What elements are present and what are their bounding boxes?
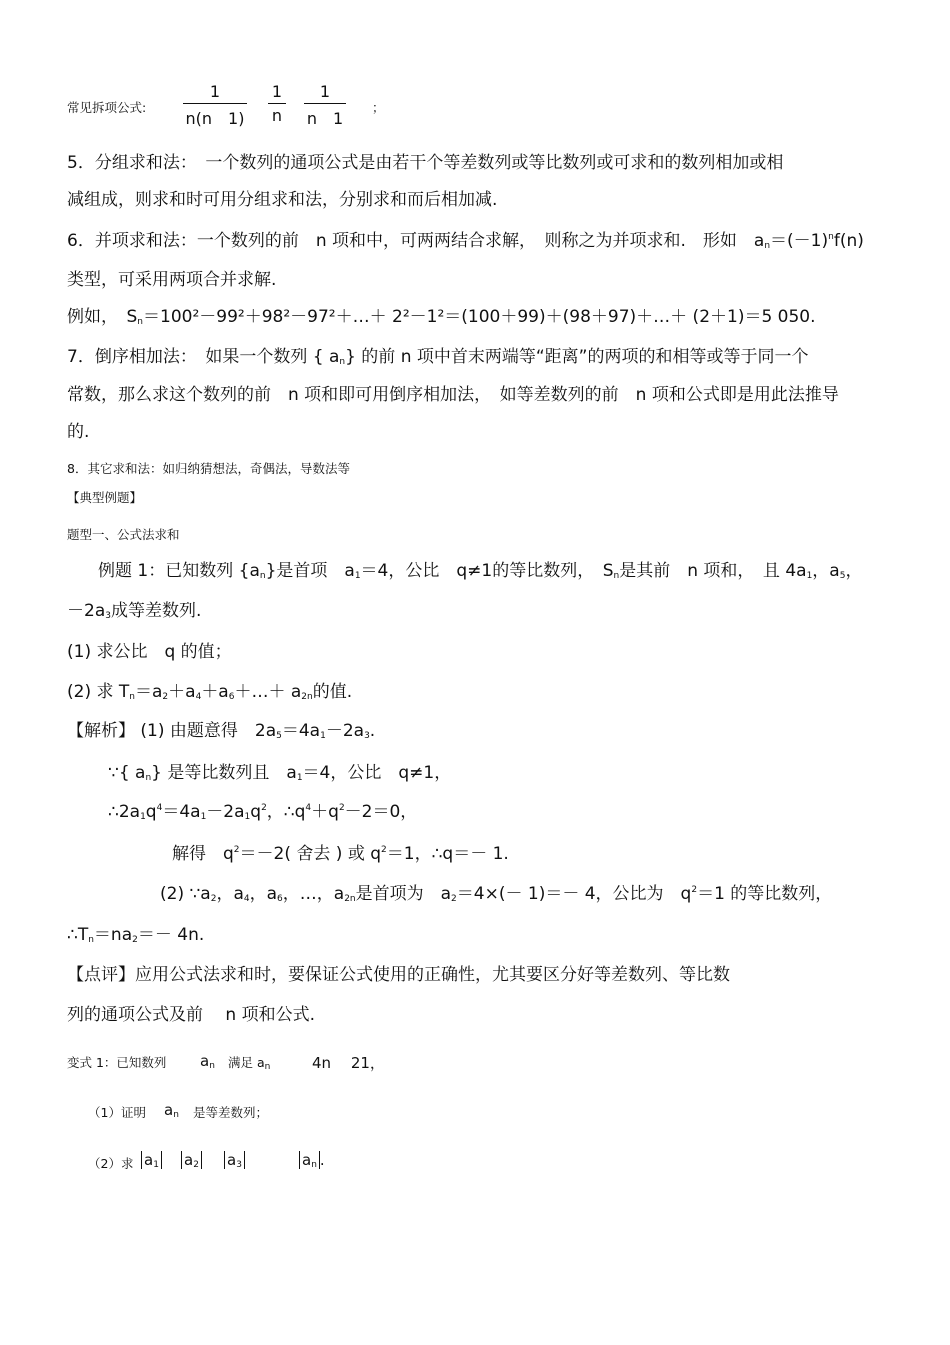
abs-a2: $a_2$: [181, 1151, 202, 1170]
example1-q2: (2) 求 $T_n=a_2+a_4+a_6+\dots+ a_{2n}$的值.: [67, 682, 353, 702]
variant-expr: 4n 21，: [312, 1054, 385, 1072]
sec6-line1: 6．并项求和法：一个数列的前 n 项和中，可两两结合求解， 则称之为并项求和. 形如 $a_n=(-1)^nf(n)$: [67, 231, 864, 251]
abs-a3: $a_3$: [224, 1151, 245, 1170]
comment-line2: 列的通项公式及前 n 项和公式.: [67, 1005, 315, 1025]
variant-title: 变式 1：已知数列: [67, 1055, 167, 1070]
fraction-2: 1 n: [268, 82, 286, 125]
solution-s4: 解得 $q^2=-2$( 舍去 ) 或 $q^2=1$，∴q＝－ 1.: [172, 844, 509, 864]
sec6-example: 例如， $S_n=100^2-99^2+98^2-97^2+\dots+$ 2²－1²＝(100＋99)＋(98＋97)＋…＋ (2＋1)＝5 050.: [67, 307, 816, 327]
sec7-line3: 的.: [67, 422, 90, 442]
sec5-line2: 减组成，则求和时可用分组求和法，分别求和而后相加减.: [67, 190, 498, 210]
sec7-line1: 7．倒序相加法： 如果一个数列 { $a_n$} 的前 n 项中首末两端等“距离”的两项的和相等或等于同一个: [67, 347, 809, 367]
variant-part2: （2）求: [88, 1156, 134, 1171]
solution-s1: 【解析】 (1) 由题意得 $2a_5=4a_1-2a_3$.: [67, 721, 376, 741]
solution-s3: $\therefore 2a_1q^4=4a_1-2a_1q^2$，$\therefore q^4+q^2-2=0$，: [108, 802, 418, 822]
example1-line1: 例题 1：已知数列 $\{a_n\}$是首项 $a_1=4$，公比 q≠1的等比数列， $S_n$是其前 n 项和， 且 $4a_1$，$a_5$，: [98, 561, 863, 581]
formula-label: 常见拆项公式:: [67, 100, 147, 115]
solution-s6: $\therefore T_n=na_2=- 4n$.: [67, 925, 205, 945]
type-one-title: 题型一、公式法求和: [67, 527, 180, 542]
abs-an: $a_n$ .: [299, 1151, 325, 1170]
solution-s5: (2) $\because a_2$，$a_4$，$a_6$，…，$a_{2n}$是首项为 $a_2=4\times(- 1)=- 4$，公比为 $q^2=1$ 的等比数列，: [160, 884, 833, 904]
variant-an: $a_n$: [200, 1052, 215, 1071]
example1-line2: $-2a_3$成等差数列.: [67, 601, 202, 621]
sec6-line2: 类型，可采用两项合并求解.: [67, 270, 277, 290]
variant-part1: （1）证明: [88, 1105, 146, 1120]
solution-s2: ∵{ $a_n$} 是等比数列且 $a_1=4$，公比 q≠1，: [108, 763, 452, 783]
formula-tail: ；: [372, 100, 385, 115]
sec5-line1: 5．分组求和法： 一个数列的通项公式是由若干个等差数列或等比数列或可求和的数列相加或相: [67, 153, 784, 173]
abs-a1: $a_1$: [141, 1151, 162, 1170]
variant-part1-rest: 是等差数列；: [193, 1105, 269, 1120]
fraction-1: 1 n(n 1): [183, 82, 247, 129]
fraction-3: 1 n 1: [304, 82, 346, 129]
example1-q1: (1) 求公比 q 的值；: [67, 642, 232, 662]
variant-part1-an: $a_n$: [164, 1101, 179, 1120]
sec8: 8．其它求和法：如归纳猜想法，奇偶法，导数法等: [67, 461, 350, 476]
typical-header: 【典型例题】: [67, 490, 143, 505]
comment-line1: 【点评】应用公式法求和时，要保证公式使用的正确性，尤其要区分好等差数列、等比数: [67, 965, 730, 985]
variant-condition: 满足 $a_n$: [228, 1055, 271, 1072]
sec7-line2: 常数，那么求这个数列的前 n 项和即可用倒序相加法， 如等差数列的前 n 项和公式即是用此法推导: [67, 385, 839, 405]
